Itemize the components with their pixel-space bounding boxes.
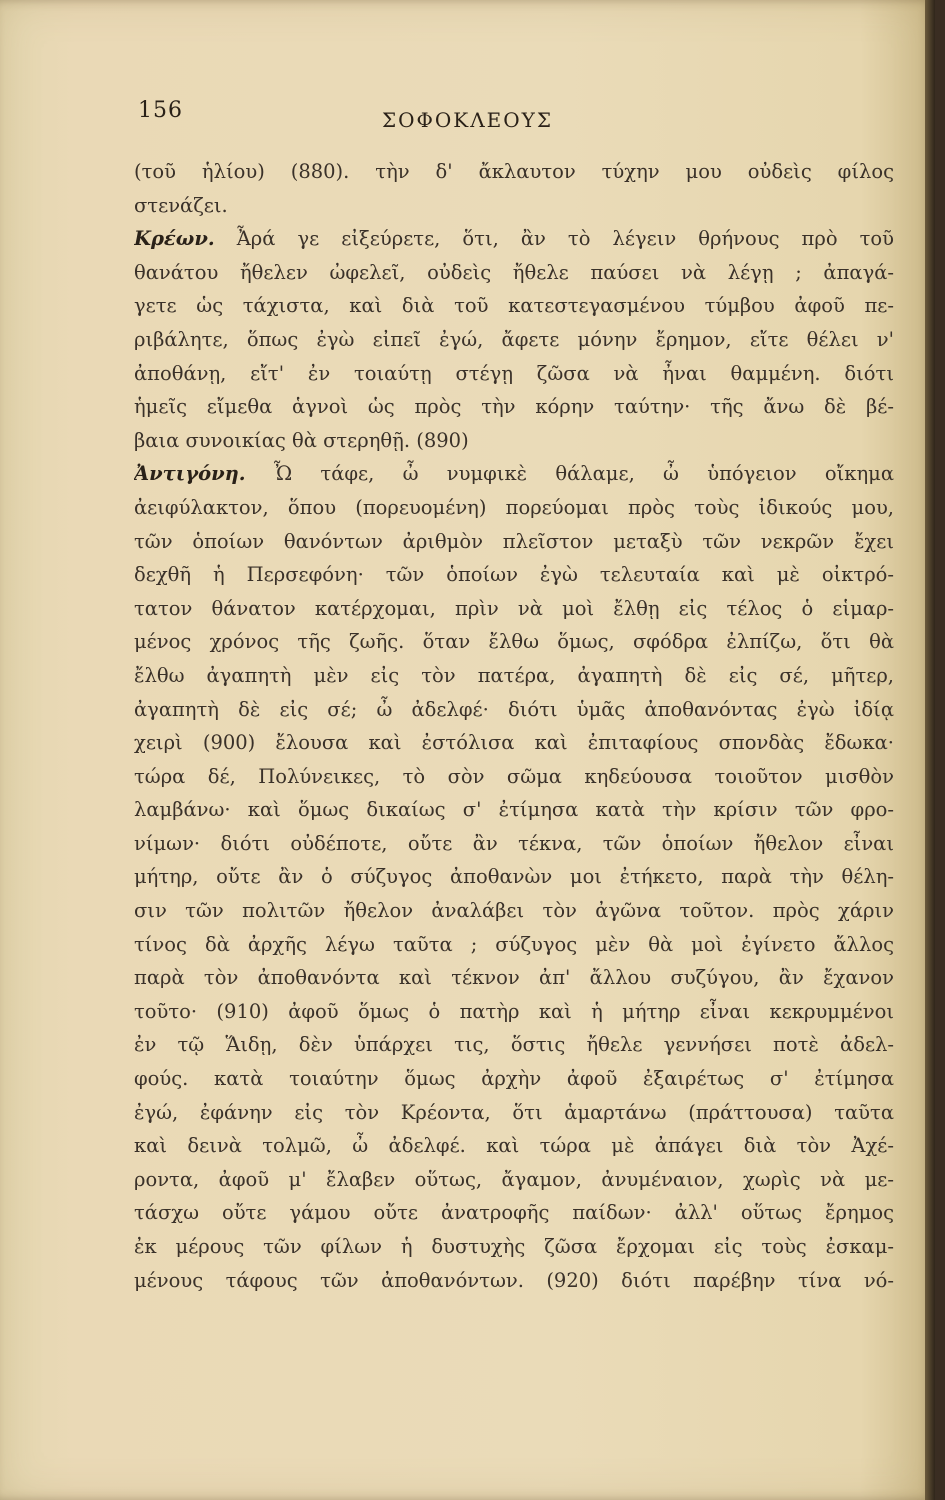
text-line: ἐγώ, ἐφάνην εἰς τὸν Κρέοντα, ὅτι ἁμαρτάνω (πράττουσα) ταῦτα: [134, 1100, 894, 1124]
text-line: τοῦτο· (910) ἀφοῦ ὅμως ὁ πατὴρ καὶ ἡ μήτηρ εἶναι κεκρυμμένοι: [134, 999, 894, 1023]
text-line: θανάτου ἤθελεν ὠφελεῖ, οὐδεὶς ἤθελε παύσει νὰ λέγῃ ; ἀπαγά-: [134, 260, 894, 284]
page-number: 156: [138, 98, 183, 123]
text-line-rest: Ἆρά γε εἰξεύρετε, ὅτι, ἂν τὸ λέγειν θρήνους πρὸ τοῦ: [214, 227, 894, 251]
text-line: μήτηρ, οὔτε ἂν ὁ σύζυγος ἀποθανὼν μοι ἐτήκετο, παρὰ τὴν θέλη-: [134, 865, 894, 889]
text-line: φούς. κατὰ τοιαύτην ὅμως ἀρχὴν ἀφοῦ ἐξαιρέτως σ' ἐτίμησα: [134, 1067, 894, 1091]
text-line: ἀειφύλακτον, ὅπου (πορευομένη) πορεύομαι πρὸς τοὺς ἰδικούς μου,: [134, 495, 894, 519]
book-spine-edge: [925, 0, 935, 1500]
text-line: παρὰ τὸν ἀποθανόντα καὶ τέκνον ἀπ' ἄλλου συζύγου, ἂν ἔχανον: [134, 966, 894, 990]
text-line: ἡμεῖς εἴμεθα ἁγνοὶ ὡς πρὸς τὴν κόρην ταύτην· τῆς ἄνω δὲ βέ-: [134, 395, 894, 419]
running-title: ΣΟΦΟΚΛΕΟΥΣ: [381, 108, 554, 132]
text-line: [134, 222, 894, 256]
text-line: τατον θάνατον κατέρχομαι, πρὶν νὰ μοὶ ἔλθῃ εἰς τέλος ὁ εἱμαρ-: [134, 596, 894, 620]
text-line: βαια συνοικίας θὰ στερηθῇ. (890): [134, 428, 469, 452]
text-line: τάσχω οὔτε γάμου οὔτε ἀνατροφῆς παίδων· ἀλλ' οὕτως ἔρημος: [134, 1201, 894, 1225]
text-line: ροντα, ἀφοῦ μ' ἔλαβεν οὕτως, ἄγαμον, ἀνυμέναιον, χωρὶς νὰ με-: [134, 1167, 894, 1191]
text-line: δεχθῆ ἡ Περσεφόνη· τῶν ὁποίων ἐγὼ τελευταία καὶ μὲ οἰκτρό-: [134, 563, 894, 587]
text-line: (τοῦ ἡλίου) (880). τὴν δ' ἄκλαυτον τύχην μου οὐδεὶς φίλος: [134, 160, 894, 183]
text-line: τῶν ὁποίων θανόντων ἀριθμὸν πλεῖστον μεταξὺ τῶν νεκρῶν ἔχει: [134, 529, 894, 553]
text-line-rest: Ὦ τάφε, ὦ νυμφικὲ θάλαμε, ὦ ὑπόγειον οἴκημα: [245, 462, 894, 486]
text-line: στενάζει.: [134, 193, 228, 217]
text-line: τώρα δέ, Πολύνεικες, τὸ σὸν σῶμα κηδεύουσα τοιοῦτον μισθὸν: [134, 764, 894, 788]
text-line: μένους τάφους τῶν ἀποθανόντων. (920) διότι παρέβην τίνα νό-: [134, 1268, 894, 1292]
body-text: [134, 155, 894, 1297]
text-line: χειρὶ (900) ἔλουσα καὶ ἐστόλισα καὶ ἐπιταφίους σπονδὰς ἔδωκα·: [134, 731, 894, 755]
text-line: γετε ὡς τάχιστα, καὶ διὰ τοῦ κατεστεγασμένου τύμβου ἀφοῦ πε-: [134, 294, 894, 318]
text-line: νίμων· διότι οὐδέποτε, οὔτε ἂν τέκνα, τῶν ὁποίων ἤθελον εἶναι: [134, 831, 894, 855]
text-line: καὶ δεινὰ τολμῶ, ὦ ἀδελφέ. καὶ τώρα μὲ ἀπάγει διὰ τὸν Ἀχέ-: [134, 1134, 894, 1158]
text-line: [134, 457, 894, 491]
text-line: ἐν τῷ Ἅιδῃ, δὲν ὑπάρχει τις, ὅστις ἤθελε γεννήσει ποτὲ ἀδελ-: [134, 1033, 894, 1057]
text-line: ριβάλητε, ὅπως ἐγὼ εἰπεῖ ἐγώ, ἄφετε μόνην ἔρημον, εἴτε θέλει ν': [134, 327, 894, 351]
text-line: ἀγαπητὴ δὲ εἰς σέ; ὦ ἀδελφέ· διότι ὑμᾶς ἀποθανόντας ἐγὼ ἰδίᾳ: [134, 697, 894, 721]
text-line: ἀποθάνῃ, εἴτ' ἐν τοιαύτῃ στέγῃ ζῶσα νὰ ἦναι θαμμένη. διότι: [134, 361, 894, 385]
text-line: ἔλθω ἀγαπητὴ μὲν εἰς τὸν πατέρα, ἀγαπητὴ δὲ εἰς σέ, μῆτερ,: [134, 663, 894, 687]
text-line: τίνος δὰ ἀρχῆς λέγω ταῦτα ; σύζυγος μὲν θὰ μοὶ ἐγίνετο ἄλλος: [134, 932, 894, 956]
speaker-name: Κρέων.: [134, 227, 215, 251]
text-line: σιν τῶν πολιτῶν ἤθελον ἀναλάβει τὸν ἀγῶνα τοῦτον. πρὸς χάριν: [134, 899, 894, 923]
text-line: ἐκ μέρους τῶν φίλων ἡ δυστυχὴς ζῶσα ἔρχομαι εἰς τοὺς ἐσκαμ-: [134, 1235, 894, 1258]
speaker-name: Ἀντιγόνη.: [134, 462, 246, 486]
text-line: λαμβάνω· καὶ ὅμως δικαίως σ' ἐτίμησα κατὰ τὴν κρίσιν τῶν φρο-: [134, 798, 894, 822]
text-line: μένος χρόνος τῆς ζωῆς. ὅταν ἔλθω ὅμως, σφόδρα ἐλπίζω, ὅτι θὰ: [134, 630, 894, 654]
